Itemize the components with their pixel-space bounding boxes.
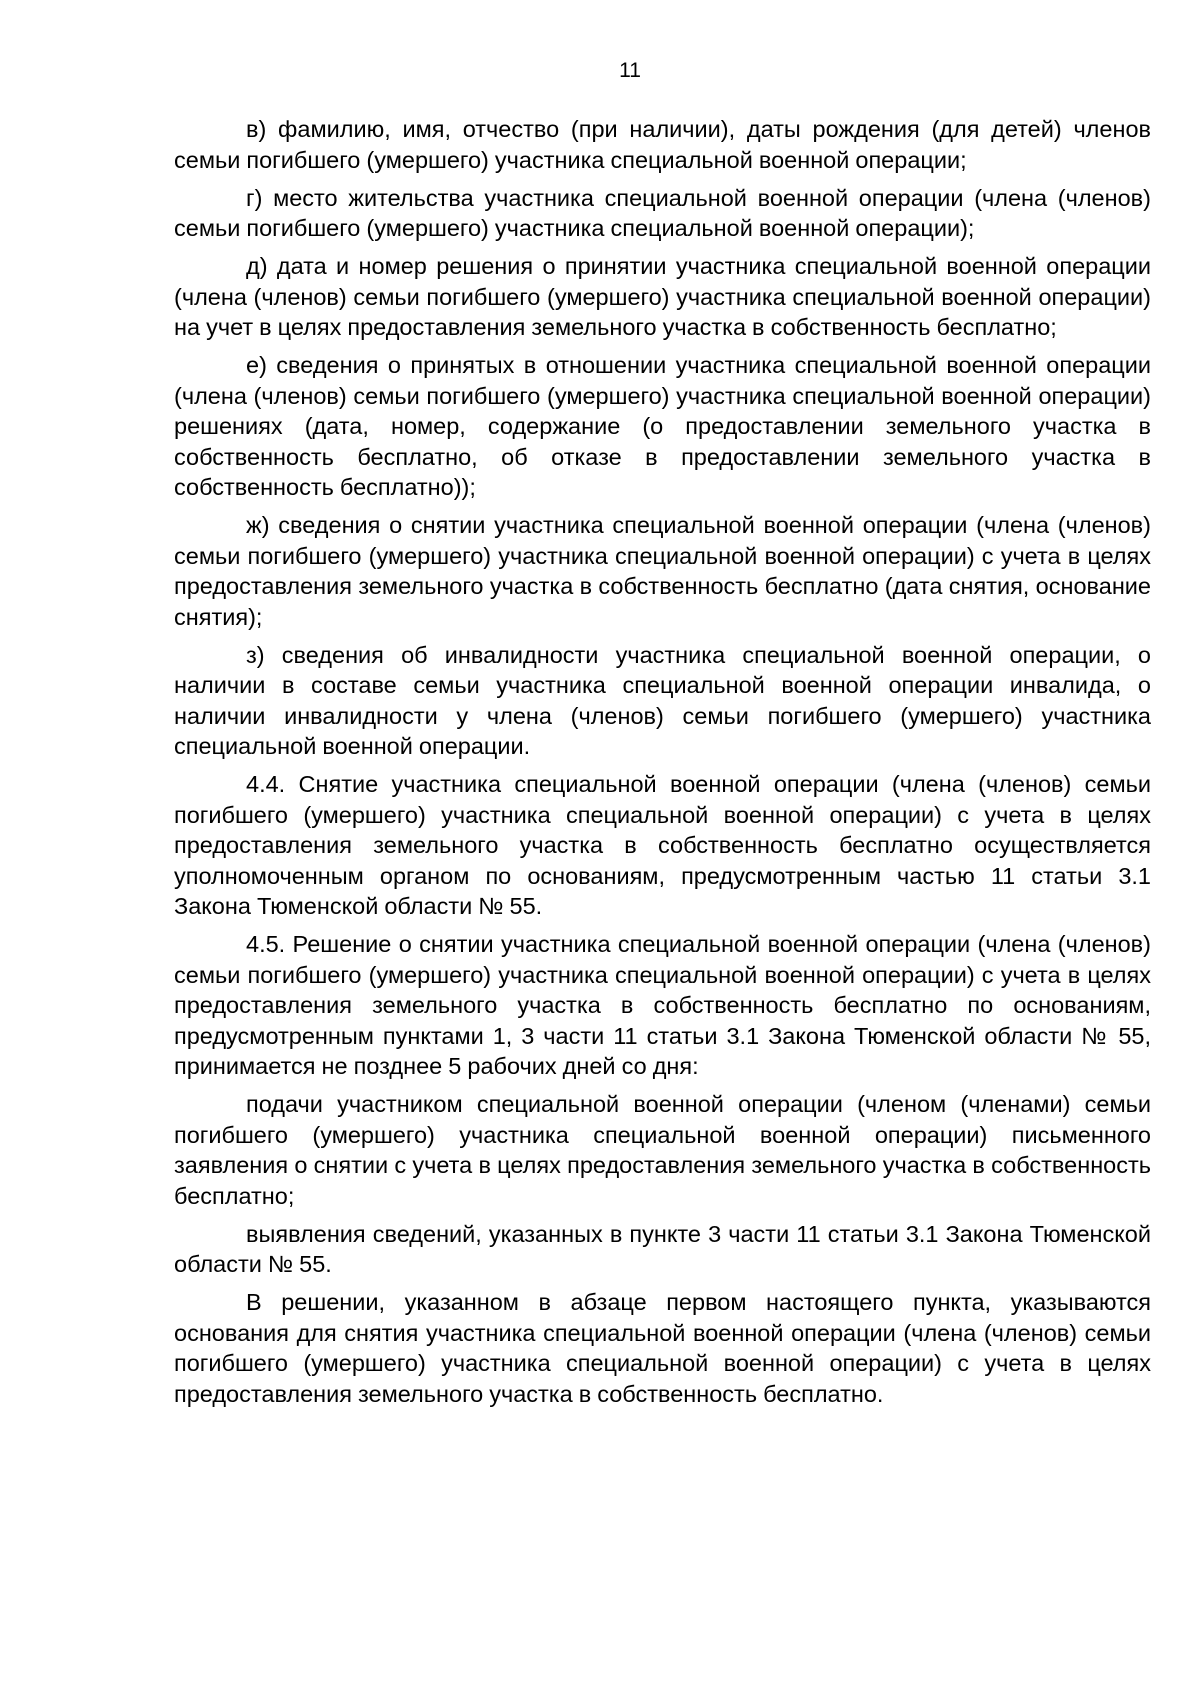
paragraph-item-zh: ж) сведения о снятии участника специальной военной операции (члена (членов) семьи погибшего (умершего) участника специальной военной операции) с учета в целях предоставления земельного участка в собственность бесплатно (дата снятия, основание снятия); bbox=[174, 512, 1151, 630]
paragraph-basis-detection: выявления сведений, указанных в пункте 3 части 11 статьи 3.1 Закона Тюменской области № 55. bbox=[174, 1220, 1151, 1277]
paragraph-item-e: е) сведения о принятых в отношении участника специальной военной операции (члена (членов) семьи погибшего (умершего) участника специальной военной операции) решениях (дата, номер, содержание (о предоставлении земельного участка в собственность бесплатно, об отказе в предоставлении земельного участка в собственность бесплатно)); bbox=[174, 352, 1151, 500]
paragraph-item-g: г) место жительства участника специальной военной операции (члена (членов) семьи погибшего (умершего) участника специальной военной операции); bbox=[174, 184, 1151, 241]
paragraph-clause-4-4: 4.4. Снятие участника специальной военной операции (члена (членов) семьи погибшего (умершего) участника специальной военной операции) с учета в целях предоставления земельного участка в собственность бесплатно осуществляется уполномоченным органом по основаниям, предусмотренным частью 11 статьи 3.1 Закона Тюменской области № 55. bbox=[174, 771, 1151, 919]
paragraph-item-d: д) дата и номер решения о принятии участника специальной военной операции (члена (членов) семьи погибшего (умершего) участника специальной военной операции) на учет в целях предоставления земельного участка в собственность бесплатно; bbox=[174, 253, 1151, 340]
paragraph-item-z: з) сведения об инвалидности участника специальной военной операции, о наличии в составе семьи участника специальной военной операции инвалида, о наличии инвалидности у члена (членов) семьи погибшего (умершего) участника специальной военной операции. bbox=[174, 641, 1151, 759]
paragraph-item-v: в) фамилию, имя, отчество (при наличии), даты рождения (для детей) членов семьи погибшего (умершего) участника специальной военной операции; bbox=[174, 116, 1151, 173]
document-body bbox=[174, 114, 1151, 1417]
paragraph-basis-application: подачи участником специальной военной операции (членом (членами) семьи погибшего (умершего) участника специальной военной операции) письменного заявления о снятии с учета в целях предоставления земельного участка в собственность бесплатно; bbox=[174, 1091, 1151, 1209]
page-number: 11 bbox=[619, 59, 641, 82]
paragraph-decision-grounds: В решении, указанном в абзаце первом настоящего пункта, указываются основания для снятия участника специальной военной операции (члена (членов) семьи погибшего (умершего) участника специальной военной операции) с учета в целях предоставления земельного участка в собственность бесплатно. bbox=[174, 1289, 1151, 1407]
paragraph-clause-4-5: 4.5. Решение о снятии участника специальной военной операции (члена (членов) семьи погибшего (умершего) участника специальной военной операции) с учета в целях предоставления земельного участка в собственность бесплатно по основаниям, предусмотренным пунктами 1, 3 части 11 статьи 3.1 Закона Тюменской области № 55, принимается не позднее 5 рабочих дней со дня: bbox=[174, 931, 1151, 1079]
